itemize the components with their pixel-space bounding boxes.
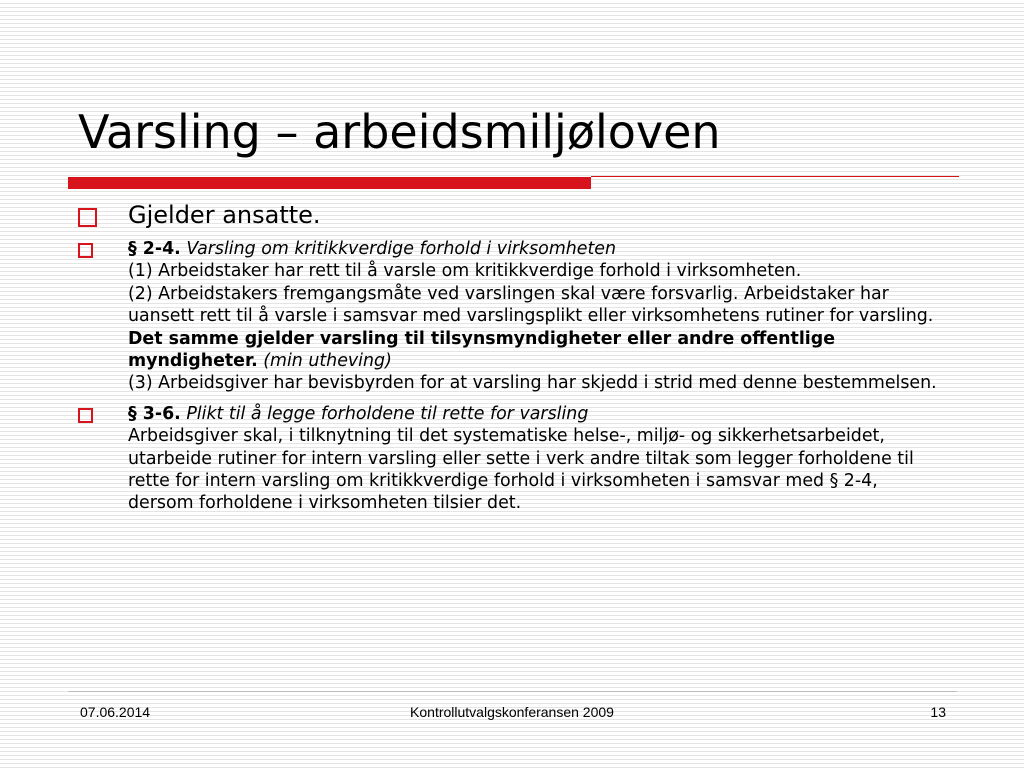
paragraph-body: Arbeidsgiver skal, i tilknytning til det systematiske helse-, miljø- og sikkerhetsarbeidet, utarbeide rutiner for intern varsling eller sette i verk andre tiltak som legger forholdene til rette for intern varsling om kritikkverdige forhold i virksomheten i samsvar med § 2-4, dersom forholdene i virksomheten tilsier det. [128,426,914,514]
section-title: Plikt til å legge forholdene til rette for varsling [186,403,589,424]
section-number: § 2-4. [128,239,181,259]
paragraph-2 [128,283,948,373]
bullet-list [78,200,948,515]
bullet-item [78,238,948,395]
bullet-heading [128,238,948,260]
paragraph-1: (1) Arbeidstaker har rett til å varsle om kritikkverdige forhold i virksomheten. [128,261,802,282]
footer-date: 07.06.2014 [80,704,151,720]
square-bullet-icon [78,408,93,423]
paragraph-2-text: (2) Arbeidstakers fremgangsmåte ved varslingen skal være forsvarlig. Arbeidstaker har uansett rett til å varsle i samsvar med varslingsplikt eller virksomhetens rutiner for varsling. [128,283,934,327]
footer-divider [68,691,957,692]
bullet-text: Gjelder ansatte. [128,201,321,229]
title-underline-line [591,176,959,177]
square-bullet-icon [78,208,97,227]
slide-title: Varsling – arbeidsmiljøloven [78,105,721,159]
emphasis-bold: Det samme gjelder varsling til tilsynsmyndigheter eller andre offentlige myndigheter. [128,328,835,372]
bullet-item [78,200,948,230]
bullet-heading [128,403,948,425]
title-underline-bar [68,177,591,189]
section-title: Varsling om kritikkverdige forhold i virksomheten [186,239,617,259]
paragraph-3: (3) Arbeidsgiver har bevisbyrden for at varsling har skjedd i strid med denne bestemmelsen. [128,373,937,394]
footer-title: Kontrollutvalgskonferansen 2009 [410,704,614,720]
page-number: 13 [930,704,946,720]
square-bullet-icon [78,243,93,258]
bullet-item [78,403,948,515]
section-number: § 3-6. [128,403,181,424]
emphasis-note: (min utheving) [263,351,392,372]
